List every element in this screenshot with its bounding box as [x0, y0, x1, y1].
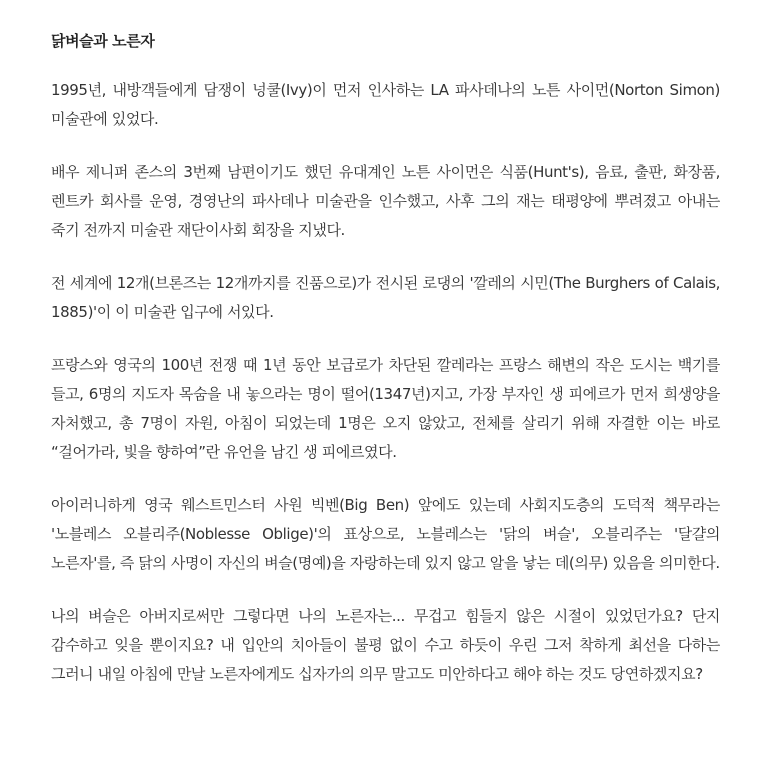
paragraph-5: 아이러니하게 영국 웨스트민스터 사원 빅벤(Big Ben) 앞에도 있는데 사회지도층의 도덕적 책무라는 '노블레스 오블리주(Noblesse Oblige)'의 표상으로, 노블레스는 '닭의 벼슬', 오블리주는 '달걀의 노른자'를, 즉 닭의 사명이 자신의 벼슬(명예)을 자랑하는데 있지 않고 알을 낳는 데(의무) 있음을 의미한다.: [51, 496, 720, 572]
post-title: 닭벼슬과 노른자: [51, 32, 155, 50]
paragraph-2: 배우 제니퍼 존스의 3번째 남편이기도 했던 유대계인 노튼 사이먼은 식품(Hunt's), 음료, 출판, 화장품, 렌트카 회사를 운영, 경영난의 파사데나 미술관을 인수했고, 사후 그의 재는 태평양에 뿌려졌고 아내는 죽기 전까지 미술관 재단이사회 회장을 지냈다.: [51, 163, 720, 239]
paragraph-6: 나의 벼슬은 아버지로써만 그렇다면 나의 노른자는... 무겁고 힘들지 않은 시절이 있었던가요? 단지 감수하고 잊을 뿐이지요? 내 입안의 치아들이 불평 없이 수고 하듯이 우린 그저 착하게 최선을 다하는 그러니 내일 아침에 만날 노른자에게도 십자가의 의무 말고도 미안하다고 해야 하는 것도 당연하겠지요?: [51, 607, 720, 683]
paragraph-1: 1995년, 내방객들에게 담쟁이 넝쿨(Ivy)이 먼저 인사하는 LA 파사데나의 노튼 사이먼(Norton Simon) 미술관에 있었다.: [51, 81, 720, 128]
paragraph-3: 전 세계에 12개(브론즈는 12개까지를 진품으로)가 전시된 로댕의 '깔레의 시민(The Burghers of Calais, 1885)'이 이 미술관 입구에 서있다.: [51, 274, 720, 321]
paragraph-4: 프랑스와 영국의 100년 전쟁 때 1년 동안 보급로가 차단된 깔레라는 프랑스 해변의 작은 도시는 백기를 들고, 6명의 지도자 목숨을 내 놓으라는 명이 떨어(1347년)지고, 가장 부자인 생 피에르가 먼저 희생양을 자처했고, 총 7명이 자원, 아침이 되었는데 1명은 오지 않았고, 전체를 살리기 위해 자결한 이는 바로 “걸어가라, 빛을 향하여”란 유언을 남긴 생 피에르였다.: [51, 356, 720, 461]
